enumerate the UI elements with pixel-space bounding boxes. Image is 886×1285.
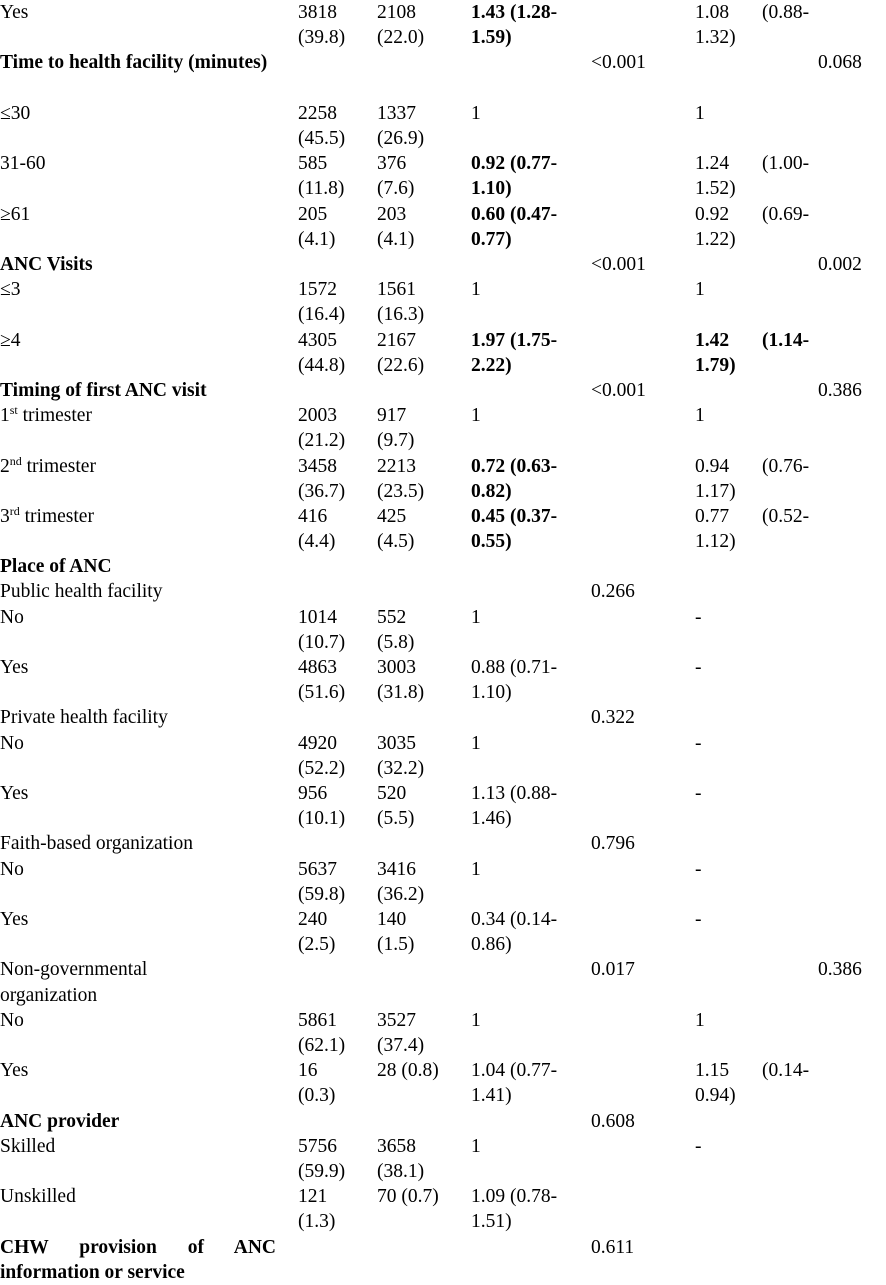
adjusted-ratio: 1.24 1.52): [695, 153, 736, 200]
variable-label: ANC Visits: [0, 253, 93, 275]
crude-ratio: 1: [471, 279, 481, 301]
variable-label: CHW provision of ANC information or service: [0, 1236, 276, 1283]
count-col-2: 1561 (16.3): [377, 279, 425, 326]
variable-label: Yes: [0, 2, 29, 23]
table-row: [0, 1008, 886, 1058]
crude-ratio: 0.60 (0.47- 0.77): [471, 203, 558, 250]
adjusted-ratio: 1: [695, 279, 705, 301]
p-value-crude: 0.017: [591, 959, 635, 981]
table-row: [0, 328, 886, 378]
count-col-2: 376 (7.6): [377, 153, 415, 200]
variable-label: No: [0, 858, 24, 880]
variable-label: Public health facility: [0, 581, 163, 603]
crude-ratio: 1.09 (0.78- 1.51): [471, 1186, 558, 1233]
variable-label: [0, 403, 92, 428]
table-row: [0, 277, 886, 327]
count-col-2: 3416 (36.2): [377, 858, 425, 905]
table-row: [0, 0, 886, 50]
ordinal-number: 3: [0, 505, 10, 527]
count-col-1: 3818 (39.8): [298, 2, 346, 49]
variable-label: No: [0, 732, 24, 754]
adjusted-ci-lower: (1.00-: [762, 153, 810, 175]
crude-ratio: 0.92 (0.77- 1.10): [471, 153, 558, 200]
adjusted-ratio: 0.77 1.12): [695, 505, 736, 553]
table-row: [0, 655, 886, 705]
count-col-2: 2167 (22.6): [377, 329, 425, 376]
variable-label: ANC provider: [0, 1110, 120, 1132]
p-value-crude: 0.266: [591, 581, 635, 603]
p-value-adjusted: 0.002: [818, 253, 862, 275]
table-row: [0, 781, 886, 831]
count-col-1: 4863 (51.6): [298, 657, 346, 704]
count-col-1: 205 (4.1): [298, 203, 336, 250]
adjusted-ratio: -: [695, 732, 702, 754]
count-col-1: 585 (11.8): [298, 153, 345, 200]
crude-ratio: 0.88 (0.71- 1.10): [471, 657, 558, 704]
count-col-2: 70 (0.7): [377, 1186, 439, 1208]
variable-label: ≥4: [0, 329, 21, 351]
adjusted-ci-lower: (0.76-: [762, 455, 810, 477]
variable-label: Unskilled: [0, 1186, 76, 1208]
count-col-1: 3458 (36.7): [298, 455, 346, 502]
table-row: [0, 857, 886, 907]
p-value-crude: 0.611: [591, 1236, 635, 1258]
p-value-crude: <0.001: [591, 52, 646, 74]
p-value-adjusted: 0.386: [818, 379, 862, 401]
adjusted-ci-lower: (1.14-: [762, 329, 810, 351]
count-col-2: 203 (4.1): [377, 203, 415, 250]
variable-label: No: [0, 606, 24, 628]
variable-label: Timing of first ANC visit: [0, 379, 207, 401]
adjusted-ratio: 1.08 1.32): [695, 2, 736, 49]
count-col-2: 1337 (26.9): [377, 102, 425, 149]
count-col-2: 3035 (32.2): [377, 732, 425, 779]
table-row: [0, 202, 886, 252]
p-value-crude: 0.322: [591, 707, 635, 729]
adjusted-ratio: 0.94 1.17): [695, 455, 736, 502]
ordinal-tail: trimester: [17, 405, 92, 427]
count-col-1: 956 (10.1): [298, 783, 346, 830]
crude-ratio: 0.45 (0.37- 0.55): [471, 505, 558, 553]
p-value-crude: 0.608: [591, 1110, 635, 1132]
adjusted-ci-lower: (0.88-: [762, 2, 810, 23]
variable-label: Faith-based organization: [0, 833, 193, 855]
table-row: [0, 504, 886, 554]
count-col-2: 3658 (38.1): [377, 1135, 425, 1182]
p-value-adjusted: 0.068: [818, 52, 862, 74]
count-col-2: 552 (5.8): [377, 606, 415, 653]
table-row: [0, 101, 886, 151]
adjusted-ci-lower: (0.14-: [762, 1060, 810, 1082]
variable-label: Time to health facility (minutes): [0, 52, 268, 74]
count-col-2: 2108 (22.0): [377, 2, 425, 49]
crude-ratio: 1: [471, 405, 481, 427]
count-col-2: 28 (0.8): [377, 1060, 439, 1082]
table-row: [0, 151, 886, 201]
p-value-crude: <0.001: [591, 379, 646, 401]
count-col-1: 2003 (21.2): [298, 405, 346, 452]
crude-ratio: 1.13 (0.88- 1.46): [471, 783, 558, 830]
table-row: [0, 1235, 886, 1285]
count-col-1: 5756 (59.9): [298, 1135, 346, 1182]
count-col-2: 917 (9.7): [377, 405, 415, 452]
ordinal-tail: trimester: [21, 455, 96, 477]
variable-label: ≤30: [0, 102, 31, 124]
count-col-1: 121 (1.3): [298, 1186, 336, 1233]
count-col-1: 240 (2.5): [298, 908, 336, 956]
adjusted-ratio: 1.15 0.94): [695, 1060, 736, 1107]
variable-label: [0, 504, 94, 529]
variable-label: 31-60: [0, 153, 46, 175]
ordinal-suffix: st: [9, 403, 18, 418]
ordinal-number: 1: [0, 405, 10, 427]
adjusted-ratio: 0.92 1.22): [695, 203, 736, 250]
variable-label: Skilled: [0, 1135, 56, 1157]
variable-label: Yes: [0, 908, 29, 930]
variable-label: ≥61: [0, 203, 31, 225]
crude-ratio: 1.04 (0.77- 1.41): [471, 1060, 558, 1107]
count-col-1: 4920 (52.2): [298, 732, 346, 779]
count-col-1: 5637 (59.8): [298, 858, 346, 905]
table-row: [0, 605, 886, 655]
variable-label: No: [0, 1009, 24, 1031]
table-row: [0, 831, 886, 856]
crude-ratio: 1: [471, 102, 481, 124]
crude-ratio: 0.34 (0.14- 0.86): [471, 908, 558, 956]
table-row: [0, 705, 886, 730]
adjusted-ratio: 1: [695, 1009, 705, 1031]
adjusted-ratio: 1: [695, 102, 705, 124]
count-col-2: 425 (4.5): [377, 505, 415, 553]
ordinal-suffix: rd: [9, 503, 20, 518]
table-row: [0, 378, 886, 403]
adjusted-ratio: -: [695, 1135, 702, 1157]
count-col-1: 4305 (44.8): [298, 329, 346, 376]
crude-ratio: 0.72 (0.63- 0.82): [471, 455, 558, 502]
crude-ratio: 1: [471, 606, 481, 628]
crude-ratio: 1: [471, 1135, 481, 1157]
count-col-1: 1014 (10.7): [298, 606, 346, 653]
variable-label: Non-governmental organization: [0, 959, 148, 1006]
table-row: [0, 907, 886, 957]
variable-label: [0, 454, 96, 479]
count-col-1: 1572 (16.4): [298, 279, 346, 326]
table-row: [0, 579, 886, 604]
ordinal-number: 2: [0, 455, 10, 477]
crude-ratio: 1: [471, 732, 481, 754]
adjusted-ratio: -: [695, 606, 702, 628]
ordinal-tail: trimester: [19, 505, 94, 527]
table-row: [0, 403, 886, 453]
crude-ratio: 1: [471, 1009, 481, 1031]
crude-ratio: 1.43 (1.28- 1.59): [471, 2, 558, 49]
variable-label: Private health facility: [0, 707, 168, 729]
crude-ratio: 1.97 (1.75- 2.22): [471, 329, 558, 376]
table-row: [0, 1109, 886, 1134]
adjusted-ratio: 1: [695, 405, 705, 427]
variable-label: Place of ANC: [0, 556, 112, 578]
adjusted-ratio: -: [695, 908, 702, 930]
p-value-crude: <0.001: [591, 253, 646, 275]
count-col-2: 2213 (23.5): [377, 455, 425, 502]
count-col-1: 2258 (45.5): [298, 102, 346, 149]
adjusted-ci-lower: (0.69-: [762, 203, 810, 225]
table-row: [0, 50, 886, 100]
variable-label: Yes: [0, 1060, 29, 1082]
adjusted-ratio: -: [695, 858, 702, 880]
count-col-1: 16 (0.3): [298, 1060, 336, 1107]
count-col-2: 3003 (31.8): [377, 657, 425, 704]
table-row: [0, 1134, 886, 1184]
table-row: [0, 1058, 886, 1108]
adjusted-ratio: -: [695, 783, 702, 805]
table-row: [0, 454, 886, 504]
count-col-2: 140 (1.5): [377, 908, 415, 956]
count-col-1: 416 (4.4): [298, 505, 336, 553]
count-col-2: 520 (5.5): [377, 783, 415, 830]
table-row: [0, 252, 886, 277]
count-col-2: 3527 (37.4): [377, 1009, 425, 1056]
table-row: [0, 554, 886, 579]
count-col-1: 5861 (62.1): [298, 1009, 346, 1056]
adjusted-ci-lower: (0.52-: [762, 505, 810, 527]
p-value-adjusted: 0.386: [818, 959, 862, 981]
table-row: [0, 957, 886, 1007]
crude-ratio: 1: [471, 858, 481, 880]
table-row: [0, 1184, 886, 1234]
variable-label: Yes: [0, 783, 29, 805]
adjusted-ratio: -: [695, 657, 702, 679]
adjusted-ratio: 1.42 1.79): [695, 329, 736, 376]
table-row: [0, 731, 886, 781]
variable-label: ≤3: [0, 279, 21, 301]
variable-label: Yes: [0, 657, 29, 679]
p-value-crude: 0.796: [591, 833, 635, 855]
ordinal-suffix: nd: [9, 453, 22, 468]
